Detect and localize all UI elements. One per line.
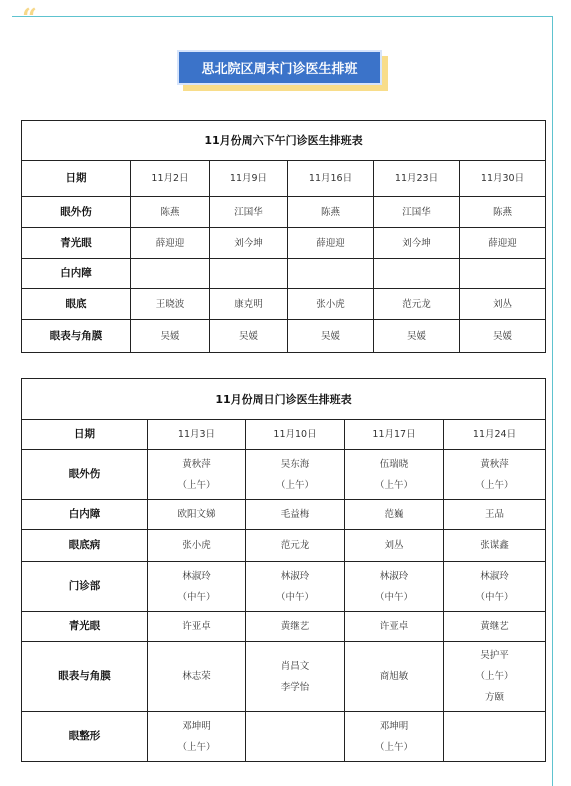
doctor-cell [246,450,345,500]
table-row [22,450,546,500]
doctor-cell: 吴媛 [288,320,374,353]
doctor-cell: 薛迎迎 [288,228,374,259]
shift-note: （中午） [475,591,514,603]
doctor-cell: 吴媛 [210,320,288,353]
doctor-cell: 许亚卓 [345,612,444,642]
doctor-name: 黄秋萍 [480,458,509,470]
shift-note: （上午） [177,741,216,753]
doctor-cell [148,712,246,762]
doctor-cell: 范元龙 [374,289,460,320]
doctor-cell [444,562,546,612]
doctor-cell: 薛迎迎 [460,228,546,259]
doctor-cell: 江国华 [210,197,288,228]
date-cell: 11月10日 [246,420,345,450]
date-cell: 11月30日 [460,161,546,197]
doctor-cell: 张谋鑫 [444,530,546,562]
table-row [22,642,546,712]
date-cell: 11月16日 [288,161,374,197]
doctor-cell: 吴媛 [131,320,210,353]
doctor-cell: 刘丛 [345,530,444,562]
shift-note: （上午） [374,741,413,753]
page-title: 思北院区周末门诊医生排班 [177,50,382,85]
table-row [22,612,546,642]
row-label: 眼表与角膜 [22,320,131,353]
saturday-schedule-table [21,120,546,353]
doctor-name: 方颐 [485,692,505,703]
row-label: 眼表与角膜 [22,642,148,712]
doctor-cell: 王晓波 [131,289,210,320]
doctor-name: 吴东海 [280,458,310,470]
shift-note: （中午） [177,591,216,603]
doctor-name: 肖昌文 [280,660,310,672]
doctor-cell [148,562,246,612]
doctor-cell: 欧阳文娣 [148,500,246,530]
doctor-cell [246,642,345,712]
doctor-cell [374,259,460,289]
table-row [22,320,546,353]
doctor-name: 黄秋萍 [182,458,211,470]
doctor-cell [246,712,345,762]
doctor-cell: 张小虎 [148,530,246,562]
doctor-cell: 康克明 [210,289,288,320]
doctor-cell: 商旭敏 [345,642,444,712]
doctor-cell: 黄继艺 [444,612,546,642]
doctor-name: 林淑玲 [379,570,409,582]
doctor-cell: 范元龙 [246,530,345,562]
doctor-name: 邓坤明 [182,720,211,732]
shift-note: （上午） [475,671,514,682]
row-label: 眼底 [22,289,131,320]
date-cell: 11月23日 [374,161,460,197]
date-header: 日期 [22,420,148,450]
doctor-cell: 许亚卓 [148,612,246,642]
doctor-name: 林淑玲 [182,570,211,582]
date-cell: 11月17日 [345,420,444,450]
doctor-cell: 刘今坤 [210,228,288,259]
table-row [22,712,546,762]
shift-note: （中午） [275,591,314,603]
row-label: 眼外伤 [22,450,148,500]
row-label: 青光眼 [22,612,148,642]
doctor-cell [246,562,345,612]
table-row [22,197,546,228]
row-label: 门诊部 [22,562,148,612]
date-cell: 11月2日 [131,161,210,197]
table-caption: 11月份周日门诊医生排班表 [22,379,546,420]
quote-mark-decoration: “ [22,4,33,34]
doctor-cell: 江国华 [374,197,460,228]
doctor-cell [131,259,210,289]
date-cell: 11月3日 [148,420,246,450]
date-cell: 11月9日 [210,161,288,197]
row-label: 白内障 [22,500,148,530]
row-label: 眼整形 [22,712,148,762]
doctor-cell [288,259,374,289]
row-label: 眼底病 [22,530,148,562]
doctor-cell: 林志荣 [148,642,246,712]
doctor-cell: 陈燕 [460,197,546,228]
doctor-cell: 吴媛 [460,320,546,353]
doctor-cell [148,450,246,500]
doctor-cell: 范巍 [345,500,444,530]
table-row [22,500,546,530]
shift-note: （中午） [374,591,413,603]
doctor-cell: 吴媛 [374,320,460,353]
table-row [22,228,546,259]
doctor-cell [444,712,546,762]
doctor-cell: 陈燕 [288,197,374,228]
shift-note: （上午） [475,479,514,491]
page-title-banner [177,50,388,91]
table-caption: 11月份周六下午门诊医生排班表 [22,121,546,161]
row-label: 白内障 [22,259,131,289]
row-label: 眼外伤 [22,197,131,228]
doctor-cell: 薛迎迎 [131,228,210,259]
doctor-cell: 陈燕 [131,197,210,228]
row-label: 青光眼 [22,228,131,259]
doctor-cell: 黄继艺 [246,612,345,642]
doctor-name: 林淑玲 [480,570,509,582]
table-row [22,289,546,320]
doctor-cell [444,642,546,712]
doctor-cell: 张小虎 [288,289,374,320]
doctor-cell [345,450,444,500]
doctor-cell [460,259,546,289]
doctor-name: 吴护平 [480,650,509,661]
shift-note: （上午） [275,479,314,491]
shift-note: （上午） [374,479,413,491]
doctor-cell: 毛益梅 [246,500,345,530]
doctor-cell: 王品 [444,500,546,530]
doctor-cell [444,450,546,500]
sunday-schedule-table [21,378,546,762]
table-row [22,530,546,562]
date-header: 日期 [22,161,131,197]
doctor-cell [345,712,444,762]
doctor-cell [210,259,288,289]
doctor-name: 伍瑞晓 [379,458,409,470]
shift-note: （上午） [177,479,216,491]
table-row [22,562,546,612]
doctor-name: 林淑玲 [280,570,310,582]
doctor-name: 邓坤明 [379,720,409,732]
doctor-cell: 刘丛 [460,289,546,320]
doctor-cell: 刘今坤 [374,228,460,259]
doctor-cell [345,562,444,612]
table-row [22,259,546,289]
doctor-name: 李学怡 [280,681,310,693]
date-cell: 11月24日 [444,420,546,450]
